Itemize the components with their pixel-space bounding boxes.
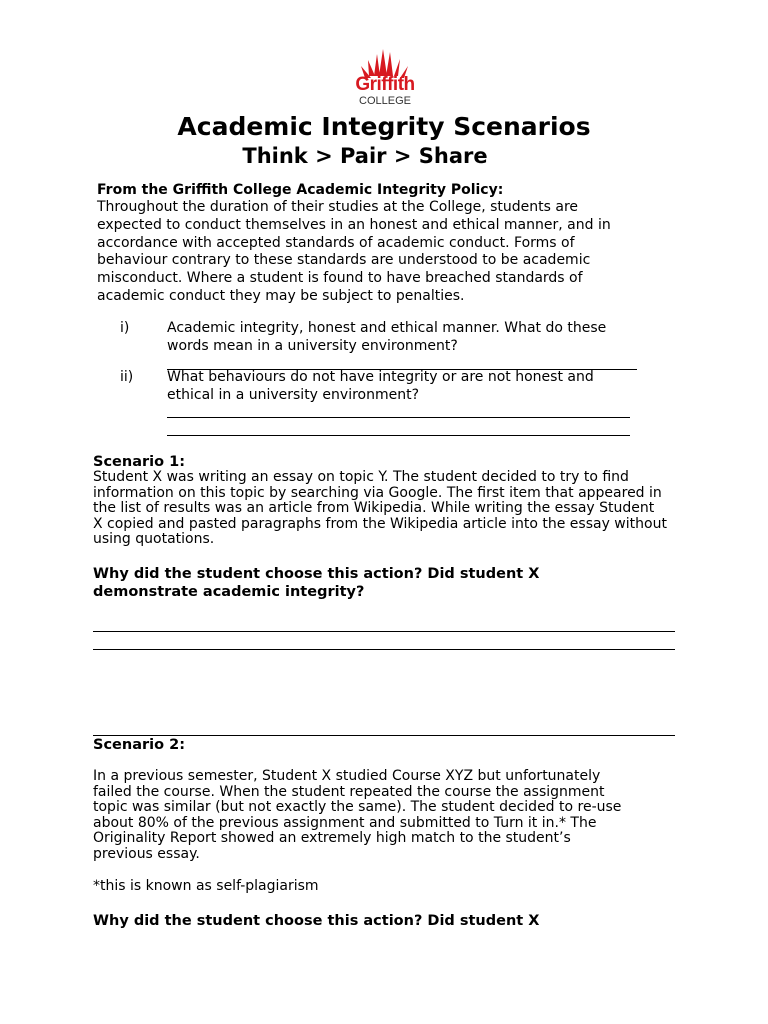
page-title: Academic Integrity Scenarios bbox=[177, 112, 591, 141]
question-number: i) bbox=[120, 320, 130, 336]
scenario-2-body: In a previous semester, Student X studied Course XYZ but unfortunately failed the course. When the student repeated the course the assignment topic was similar (but not exactly the same). The student decided to re-use about 80% of the previous assignment and submitted to Turn it in.* The Originality Report showed an extremely high match to the student’s previous essay. bbox=[93, 768, 622, 862]
page-subtitle: Think > Pair > Share bbox=[242, 144, 488, 168]
answer-line bbox=[93, 649, 675, 650]
question-text: What behaviours do not have integrity or are not honest and ethical in a university environment? bbox=[167, 369, 594, 403]
scenario-2-question: Why did the student choose this action? Did student X bbox=[93, 913, 540, 929]
question-number: ii) bbox=[120, 369, 134, 385]
answer-line bbox=[93, 631, 675, 632]
intro-heading: From the Griffith College Academic Integrity Policy: bbox=[97, 182, 504, 198]
scenario-2-heading: Scenario 2: bbox=[93, 737, 185, 753]
question-text: Academic integrity, honest and ethical manner. What do these words mean in a university environment? bbox=[167, 320, 607, 354]
answer-line bbox=[167, 417, 630, 418]
scenario-2-footnote: *this is known as self-plagiarism bbox=[93, 878, 319, 894]
logo-subword: COLLEGE bbox=[359, 95, 411, 107]
logo-wordmark: Griffith bbox=[355, 74, 415, 95]
scenario-1-heading: Scenario 1: bbox=[93, 454, 185, 470]
scenario-1-body: Student X was writing an essay on topic Y. The student decided to try to find information on this topic by searching via Google. The first item that appeared in the list of results was an article from Wikipedia. While writing the essay Student X copied and pasted paragraphs from the Wikipedia article into the essay without using quotations. bbox=[93, 469, 667, 548]
answer-line bbox=[167, 435, 630, 436]
griffith-college-logo bbox=[346, 46, 424, 108]
intro-body: Throughout the duration of their studies at the College, students are expected to conduct themselves in an honest and ethical manner, and in accordance with accepted standards of academic conduct. Forms of behaviour contrary to these standards are understood to be academic misconduct. Where a student is found to have breached standards of academic conduct they may be subject to penalties. bbox=[97, 199, 611, 304]
scenario-1-question: Why did the student choose this action? Did student X demonstrate academic integrity? bbox=[93, 566, 540, 600]
